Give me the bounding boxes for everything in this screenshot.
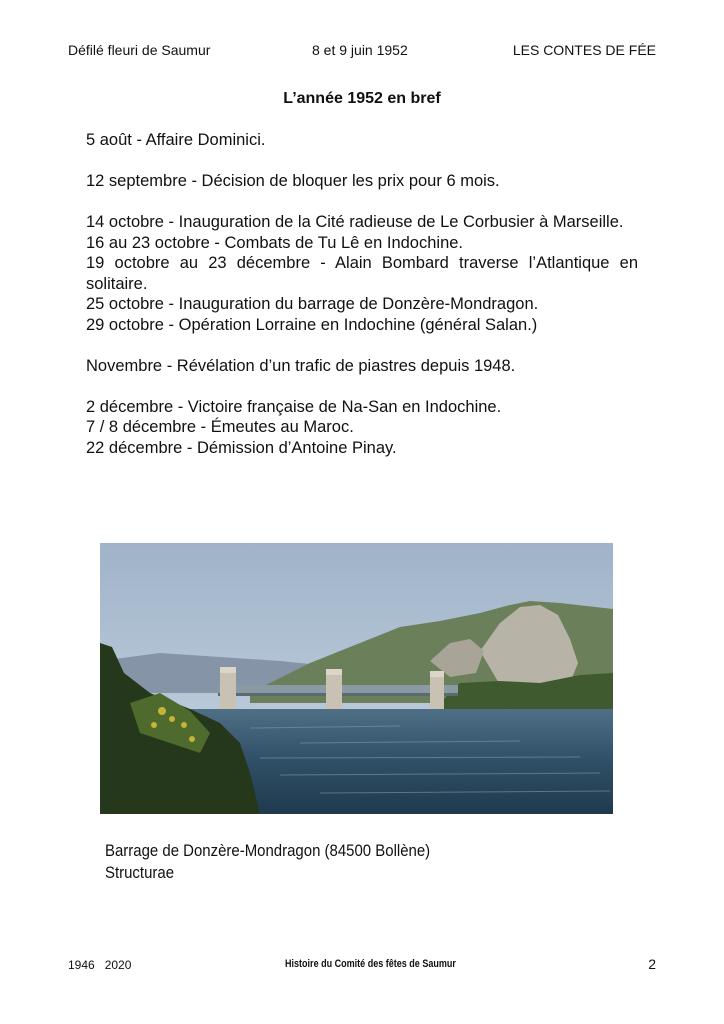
events-list — [86, 130, 638, 458]
event-item: 2 décembre - Victoire française de Na-San en Indochine. — [86, 397, 502, 416]
header-right: LES CONTES DE FÉE — [512, 42, 656, 58]
page-title: L’année 1952 en bref — [283, 90, 441, 107]
caption-source: Structurae — [105, 863, 175, 882]
page-number: 2 — [648, 956, 656, 972]
event-item: 25 octobre - Inauguration du barrage de Donzère-Mondragon. — [86, 295, 539, 313]
dam-photo — [100, 543, 613, 814]
event-item: 7 / 8 décembre - Émeutes au Maroc. — [86, 418, 354, 436]
event-item: 19 octobre au 23 décembre - Alain Bombard traverse l’Atlantique en solitaire. — [86, 254, 638, 293]
photo-caption — [105, 840, 430, 884]
header-left: Défilé fleuri de Saumur — [68, 42, 211, 58]
event-item: Novembre - Révélation d’un trafic de piastres depuis 1948. — [86, 356, 516, 375]
event-item: 12 septembre - Décision de bloquer les prix pour 6 mois. — [86, 172, 500, 190]
footer-years: 1946 2020 — [68, 958, 132, 972]
caption-title: Barrage de Donzère-Mondragon (84500 Bollène) — [105, 841, 431, 860]
event-item: 22 décembre - Démission d’Antoine Pinay. — [86, 438, 397, 457]
event-item: 5 août - Affaire Dominici. — [86, 131, 266, 149]
event-item: 14 octobre - Inauguration de la Cité radieuse de Le Corbusier à Marseille. — [86, 213, 624, 231]
header-date: 8 et 9 juin 1952 — [312, 42, 408, 58]
event-item: 16 au 23 octobre - Combats de Tu Lê en Indochine. — [86, 233, 464, 252]
event-item: 29 octobre - Opération Lorraine en Indochine (général Salan.) — [86, 315, 538, 334]
footer-title: Histoire du Comité des fêtes de Saumur — [285, 958, 456, 970]
